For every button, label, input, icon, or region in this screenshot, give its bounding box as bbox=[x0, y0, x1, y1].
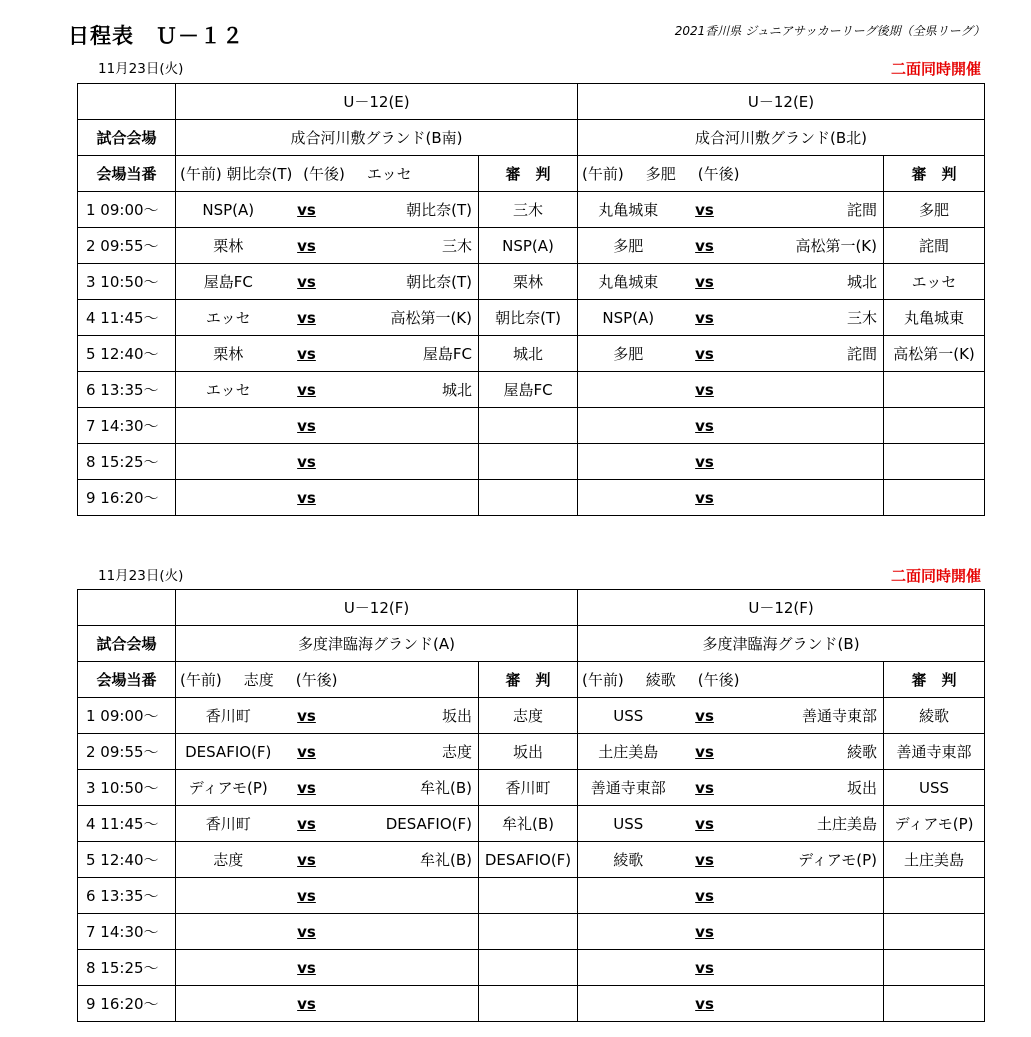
vs-label: vs bbox=[679, 698, 731, 734]
away-team bbox=[731, 950, 884, 986]
schedule-table bbox=[77, 83, 985, 516]
home-team: 栗林 bbox=[176, 336, 281, 372]
referee-team bbox=[479, 480, 578, 516]
referee-team: USS bbox=[884, 770, 985, 806]
home-team bbox=[176, 480, 281, 516]
match-row bbox=[78, 264, 985, 300]
home-team: 栗林 bbox=[176, 228, 281, 264]
vs-label: vs bbox=[679, 806, 731, 842]
home-team: NSP(A) bbox=[578, 300, 679, 336]
home-team: エッセ bbox=[176, 300, 281, 336]
home-team bbox=[578, 372, 679, 408]
home-team bbox=[578, 408, 679, 444]
away-team bbox=[333, 408, 479, 444]
match-time: 9 16:20～ bbox=[78, 480, 176, 516]
home-team bbox=[176, 878, 281, 914]
referee-team: 朝比奈(T) bbox=[479, 300, 578, 336]
vs-label: vs bbox=[281, 878, 333, 914]
match-time: 7 14:30～ bbox=[78, 408, 176, 444]
referee-team bbox=[884, 444, 985, 480]
home-team bbox=[176, 444, 281, 480]
vs-label: vs bbox=[679, 336, 731, 372]
vs-label: vs bbox=[281, 228, 333, 264]
match-row bbox=[78, 986, 985, 1022]
pm-duty-team: エッセ bbox=[366, 165, 412, 183]
referee-team: 善通寺東部 bbox=[884, 734, 985, 770]
league-name-left: U－12(F) bbox=[176, 590, 578, 626]
referee-header: 審 判 bbox=[479, 156, 578, 192]
away-team bbox=[731, 372, 884, 408]
pm-label: (午後) bbox=[295, 671, 338, 689]
vs-label: vs bbox=[679, 408, 731, 444]
am-label: (午前) bbox=[582, 671, 624, 689]
away-team bbox=[731, 986, 884, 1022]
vs-label: vs bbox=[679, 914, 731, 950]
league-name-right: U－12(E) bbox=[578, 84, 985, 120]
referee-team: 城北 bbox=[479, 336, 578, 372]
away-team: 坂出 bbox=[333, 698, 479, 734]
schedule-table bbox=[77, 589, 985, 1022]
match-time: 7 14:30～ bbox=[78, 914, 176, 950]
vs-label: vs bbox=[281, 192, 333, 228]
corner-cell bbox=[78, 590, 176, 626]
referee-team: 牟礼(B) bbox=[479, 806, 578, 842]
referee-team bbox=[884, 986, 985, 1022]
match-row bbox=[78, 698, 985, 734]
referee-team: 土庄美島 bbox=[884, 842, 985, 878]
duty-left bbox=[176, 662, 479, 698]
referee-team bbox=[479, 878, 578, 914]
away-team: 坂出 bbox=[731, 770, 884, 806]
vs-label: vs bbox=[679, 264, 731, 300]
league-name-right: U－12(F) bbox=[578, 590, 985, 626]
match-row bbox=[78, 734, 985, 770]
corner-cell bbox=[78, 84, 176, 120]
league-name-left: U－12(E) bbox=[176, 84, 578, 120]
match-row bbox=[78, 372, 985, 408]
away-team: 土庄美島 bbox=[731, 806, 884, 842]
match-time: 5 12:40～ bbox=[78, 842, 176, 878]
match-date: 11月23日(火) bbox=[98, 568, 184, 584]
vs-label: vs bbox=[679, 878, 731, 914]
referee-header: 審 判 bbox=[884, 662, 985, 698]
home-team bbox=[578, 878, 679, 914]
venue-label: 試合会場 bbox=[78, 626, 176, 662]
am-duty-team: 朝比奈(T) bbox=[226, 165, 293, 183]
referee-header: 審 判 bbox=[884, 156, 985, 192]
vs-label: vs bbox=[281, 986, 333, 1022]
referee-team: 高松第一(K) bbox=[884, 336, 985, 372]
referee-team bbox=[884, 914, 985, 950]
away-team: DESAFIO(F) bbox=[333, 806, 479, 842]
away-team bbox=[333, 444, 479, 480]
away-team bbox=[333, 986, 479, 1022]
home-team bbox=[578, 914, 679, 950]
referee-team: エッセ bbox=[884, 264, 985, 300]
away-team bbox=[731, 408, 884, 444]
away-team bbox=[731, 444, 884, 480]
duty-label: 会場当番 bbox=[78, 662, 176, 698]
referee-team bbox=[884, 878, 985, 914]
duty-row bbox=[78, 662, 985, 698]
match-row bbox=[78, 228, 985, 264]
venue-row bbox=[78, 626, 985, 662]
referee-team: 坂出 bbox=[479, 734, 578, 770]
away-team: 朝比奈(T) bbox=[333, 192, 479, 228]
referee-team bbox=[884, 950, 985, 986]
home-team: 志度 bbox=[176, 842, 281, 878]
duty-label: 会場当番 bbox=[78, 156, 176, 192]
match-row bbox=[78, 878, 985, 914]
match-time: 4 11:45～ bbox=[78, 300, 176, 336]
referee-team: DESAFIO(F) bbox=[479, 842, 578, 878]
home-team bbox=[176, 950, 281, 986]
home-team: ディアモ(P) bbox=[176, 770, 281, 806]
home-team: 土庄美島 bbox=[578, 734, 679, 770]
am-label: (午前) bbox=[180, 671, 222, 689]
vs-label: vs bbox=[679, 986, 731, 1022]
referee-team: 香川町 bbox=[479, 770, 578, 806]
away-team: 三木 bbox=[731, 300, 884, 336]
away-team: 綾歌 bbox=[731, 734, 884, 770]
referee-team: 詫間 bbox=[884, 228, 985, 264]
home-team: DESAFIO(F) bbox=[176, 734, 281, 770]
referee-team bbox=[884, 408, 985, 444]
away-team bbox=[333, 480, 479, 516]
referee-team: ディアモ(P) bbox=[884, 806, 985, 842]
referee-team: 丸亀城東 bbox=[884, 300, 985, 336]
away-team: 高松第一(K) bbox=[731, 228, 884, 264]
match-time: 1 09:00～ bbox=[78, 698, 176, 734]
match-time: 2 09:55～ bbox=[78, 734, 176, 770]
match-time: 3 10:50～ bbox=[78, 770, 176, 806]
match-row bbox=[78, 192, 985, 228]
referee-team: 多肥 bbox=[884, 192, 985, 228]
referee-team bbox=[884, 372, 985, 408]
vs-label: vs bbox=[679, 192, 731, 228]
match-row bbox=[78, 806, 985, 842]
home-team: NSP(A) bbox=[176, 192, 281, 228]
away-team: 屋島FC bbox=[333, 336, 479, 372]
page-title: 日程表 Ｕ－１２ bbox=[68, 24, 244, 48]
simultaneous-note: 二面同時開催 bbox=[890, 60, 981, 78]
match-row bbox=[78, 336, 985, 372]
pm-label: (午後) bbox=[697, 165, 740, 183]
vs-label: vs bbox=[679, 480, 731, 516]
away-team bbox=[333, 914, 479, 950]
away-team bbox=[333, 950, 479, 986]
home-team: USS bbox=[578, 806, 679, 842]
match-date: 11月23日(火) bbox=[98, 61, 184, 77]
vs-label: vs bbox=[281, 734, 333, 770]
match-row bbox=[78, 914, 985, 950]
away-team: 城北 bbox=[333, 372, 479, 408]
duty-row bbox=[78, 156, 985, 192]
home-team: USS bbox=[578, 698, 679, 734]
home-team: 香川町 bbox=[176, 698, 281, 734]
home-team bbox=[176, 914, 281, 950]
vs-label: vs bbox=[281, 336, 333, 372]
referee-team: 栗林 bbox=[479, 264, 578, 300]
home-team: 香川町 bbox=[176, 806, 281, 842]
referee-header: 審 判 bbox=[479, 662, 578, 698]
home-team: 綾歌 bbox=[578, 842, 679, 878]
venue-name-right: 多度津臨海グランド(B) bbox=[578, 626, 985, 662]
am-label: (午前) bbox=[582, 165, 624, 183]
vs-label: vs bbox=[679, 444, 731, 480]
away-team: 城北 bbox=[731, 264, 884, 300]
home-team bbox=[578, 480, 679, 516]
match-row bbox=[78, 300, 985, 336]
vs-label: vs bbox=[281, 480, 333, 516]
match-time: 8 15:25～ bbox=[78, 444, 176, 480]
vs-label: vs bbox=[281, 698, 333, 734]
home-team bbox=[578, 950, 679, 986]
match-row bbox=[78, 408, 985, 444]
vs-label: vs bbox=[679, 734, 731, 770]
referee-team bbox=[479, 914, 578, 950]
vs-label: vs bbox=[679, 842, 731, 878]
venue-name-left: 成合河川敷グランド(B南) bbox=[176, 120, 578, 156]
away-team: 善通寺東部 bbox=[731, 698, 884, 734]
vs-label: vs bbox=[679, 300, 731, 336]
home-team bbox=[176, 986, 281, 1022]
venue-row bbox=[78, 120, 985, 156]
referee-team bbox=[479, 950, 578, 986]
away-team: 牟礼(B) bbox=[333, 770, 479, 806]
venue-label: 試合会場 bbox=[78, 120, 176, 156]
away-team bbox=[731, 914, 884, 950]
vs-label: vs bbox=[281, 444, 333, 480]
venue-name-right: 成合河川敷グランド(B北) bbox=[578, 120, 985, 156]
vs-label: vs bbox=[281, 770, 333, 806]
league-subtitle: 2021香川県 ジュニアサッカーリーグ後期（全県リーグ） bbox=[674, 24, 985, 38]
match-row bbox=[78, 480, 985, 516]
vs-label: vs bbox=[281, 950, 333, 986]
vs-label: vs bbox=[281, 806, 333, 842]
vs-label: vs bbox=[281, 300, 333, 336]
away-team: 三木 bbox=[333, 228, 479, 264]
match-time: 1 09:00～ bbox=[78, 192, 176, 228]
duty-right bbox=[578, 156, 884, 192]
am-duty-team: 綾歌 bbox=[645, 671, 676, 689]
vs-label: vs bbox=[281, 372, 333, 408]
match-time: 8 15:25～ bbox=[78, 950, 176, 986]
vs-label: vs bbox=[679, 228, 731, 264]
vs-label: vs bbox=[281, 914, 333, 950]
home-team: エッセ bbox=[176, 372, 281, 408]
away-team: 牟礼(B) bbox=[333, 842, 479, 878]
match-row bbox=[78, 444, 985, 480]
match-time: 9 16:20～ bbox=[78, 986, 176, 1022]
match-time: 3 10:50～ bbox=[78, 264, 176, 300]
pm-label: (午後) bbox=[697, 671, 740, 689]
home-team: 多肥 bbox=[578, 336, 679, 372]
referee-team: NSP(A) bbox=[479, 228, 578, 264]
vs-label: vs bbox=[281, 408, 333, 444]
home-team: 善通寺東部 bbox=[578, 770, 679, 806]
away-team: 朝比奈(T) bbox=[333, 264, 479, 300]
simultaneous-note: 二面同時開催 bbox=[890, 567, 981, 585]
referee-team bbox=[884, 480, 985, 516]
pm-label: (午後) bbox=[303, 165, 345, 183]
referee-team: 屋島FC bbox=[479, 372, 578, 408]
away-team bbox=[333, 878, 479, 914]
home-team: 丸亀城東 bbox=[578, 192, 679, 228]
home-team: 多肥 bbox=[578, 228, 679, 264]
match-row bbox=[78, 770, 985, 806]
home-team: 屋島FC bbox=[176, 264, 281, 300]
duty-left bbox=[176, 156, 479, 192]
match-row bbox=[78, 950, 985, 986]
match-time: 4 11:45～ bbox=[78, 806, 176, 842]
league-row bbox=[78, 84, 985, 120]
away-team bbox=[731, 480, 884, 516]
vs-label: vs bbox=[679, 770, 731, 806]
am-duty-team: 多肥 bbox=[645, 165, 676, 183]
match-time: 6 13:35～ bbox=[78, 372, 176, 408]
referee-team: 三木 bbox=[479, 192, 578, 228]
home-team: 丸亀城東 bbox=[578, 264, 679, 300]
match-time: 2 09:55～ bbox=[78, 228, 176, 264]
home-team bbox=[176, 408, 281, 444]
referee-team bbox=[479, 408, 578, 444]
match-time: 5 12:40～ bbox=[78, 336, 176, 372]
away-team: 高松第一(K) bbox=[333, 300, 479, 336]
away-team: 詫間 bbox=[731, 192, 884, 228]
away-team: 詫間 bbox=[731, 336, 884, 372]
venue-name-left: 多度津臨海グランド(A) bbox=[176, 626, 578, 662]
am-label: (午前) bbox=[180, 165, 222, 183]
away-team bbox=[731, 878, 884, 914]
away-team: 志度 bbox=[333, 734, 479, 770]
vs-label: vs bbox=[679, 372, 731, 408]
referee-team bbox=[479, 444, 578, 480]
home-team bbox=[578, 444, 679, 480]
vs-label: vs bbox=[281, 842, 333, 878]
match-time: 6 13:35～ bbox=[78, 878, 176, 914]
am-duty-team: 志度 bbox=[243, 671, 274, 689]
referee-team bbox=[479, 986, 578, 1022]
vs-label: vs bbox=[281, 264, 333, 300]
home-team bbox=[578, 986, 679, 1022]
away-team: ディアモ(P) bbox=[731, 842, 884, 878]
league-row bbox=[78, 590, 985, 626]
referee-team: 志度 bbox=[479, 698, 578, 734]
duty-right bbox=[578, 662, 884, 698]
vs-label: vs bbox=[679, 950, 731, 986]
match-row bbox=[78, 842, 985, 878]
referee-team: 綾歌 bbox=[884, 698, 985, 734]
